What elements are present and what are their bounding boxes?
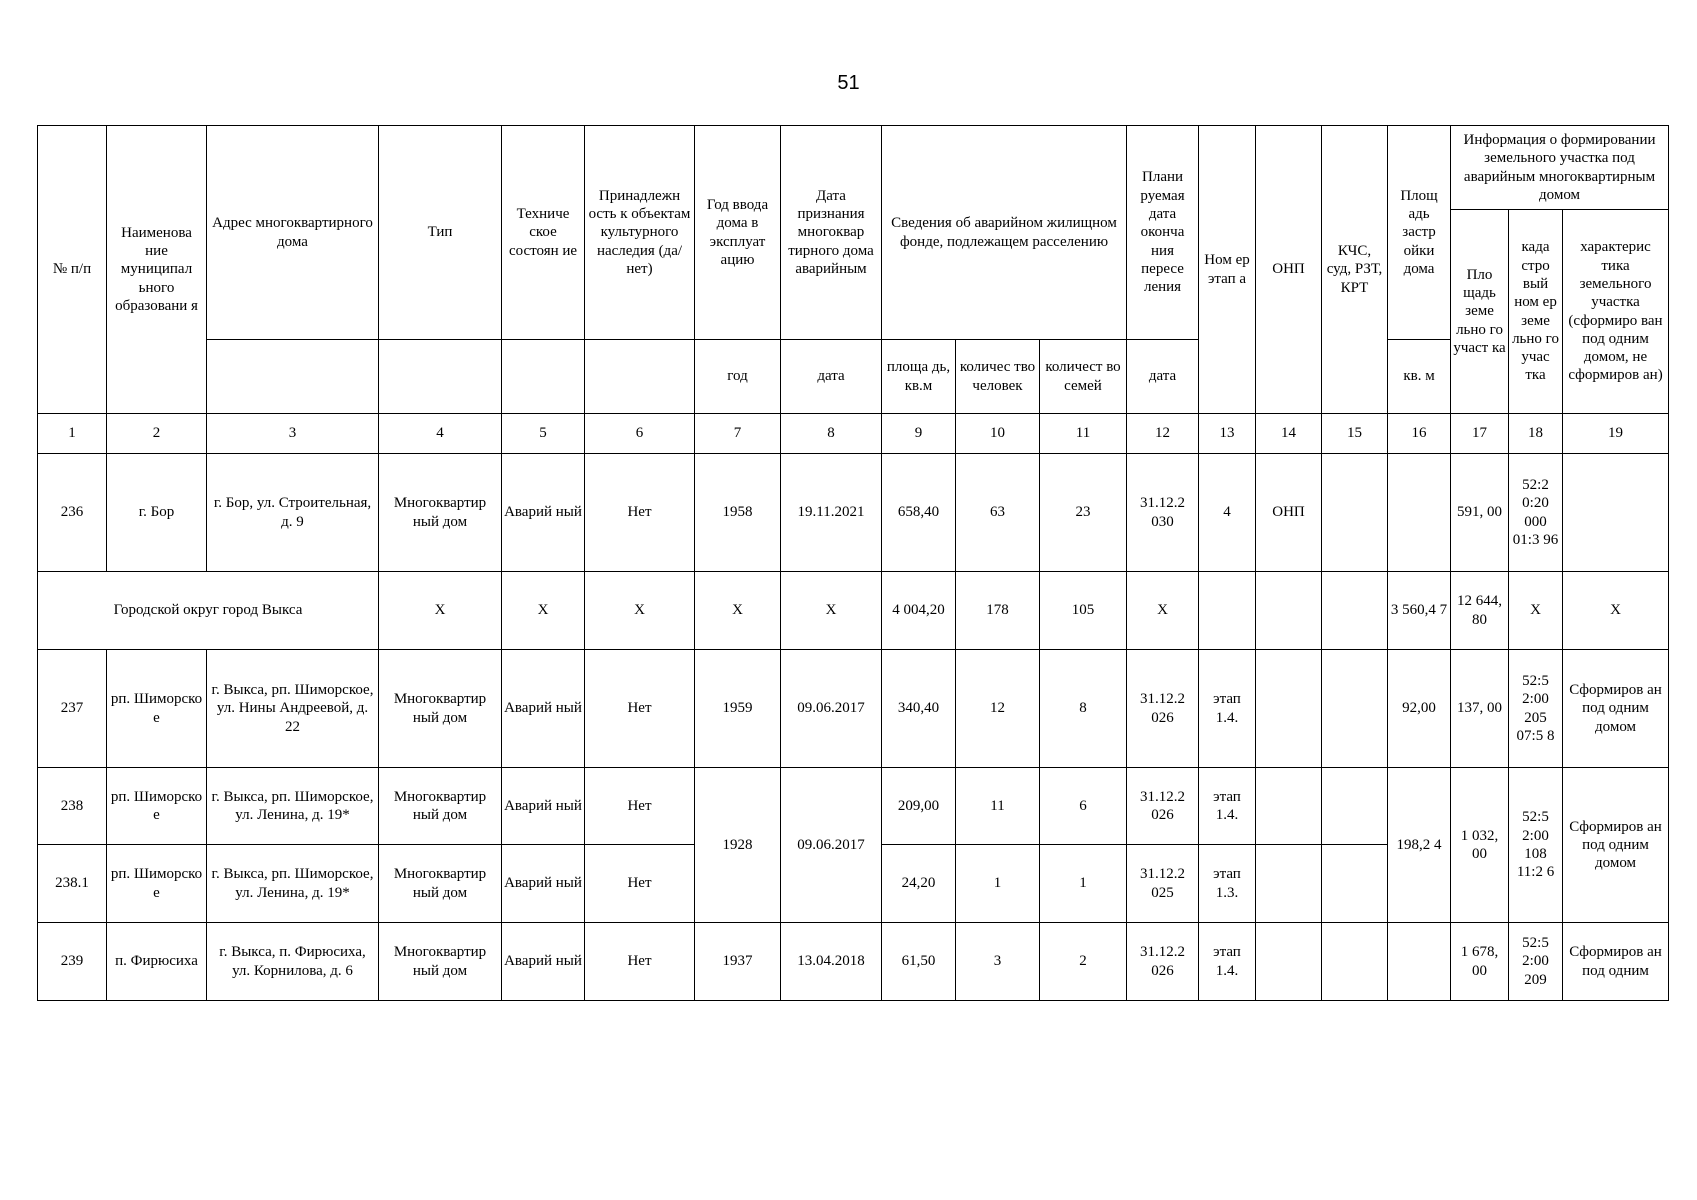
row-stage: этап 1.4.	[1199, 923, 1256, 1001]
row-plan-date: 31.12.2 026	[1127, 650, 1199, 768]
row-plan-date: 31.12.2 030	[1127, 454, 1199, 572]
row-onp	[1256, 768, 1322, 845]
row-date: 19.11.2021	[781, 454, 882, 572]
row-type: Многоквартир ный дом	[379, 650, 502, 768]
row-number: 239	[38, 923, 107, 1001]
row-people: 12	[956, 650, 1040, 768]
subheader-people: количес тво человек	[956, 340, 1040, 414]
header-emergency-fund: Сведения об аварийном жилищном фонде, подлежащем расселению	[882, 126, 1127, 340]
total-build-area: 3 560,4 7	[1388, 572, 1451, 650]
row-type: Многоквартир ный дом	[379, 845, 502, 923]
total-c13	[1199, 572, 1256, 650]
table-row-236	[38, 454, 1669, 572]
row-date: 09.06.2017	[781, 768, 882, 923]
row-municipality: рп. Шиморско е	[107, 650, 207, 768]
total-c4: X	[379, 572, 502, 650]
column-number: 10	[956, 414, 1040, 454]
total-people: 178	[956, 572, 1040, 650]
row-state: Аварий ный	[502, 923, 585, 1001]
row-municipality: рп. Шиморско е	[107, 768, 207, 845]
header-land-area: Пло щадь земе льно го участ ка	[1451, 210, 1509, 414]
row-municipality: п. Фирюсиха	[107, 923, 207, 1001]
row-area: 658,40	[882, 454, 956, 572]
row-stage: этап 1.4.	[1199, 650, 1256, 768]
row-kchs	[1322, 650, 1388, 768]
column-number: 11	[1040, 414, 1127, 454]
row-state: Аварий ный	[502, 845, 585, 923]
row-families: 1	[1040, 845, 1127, 923]
row-stage: этап 1.4.	[1199, 768, 1256, 845]
row-cadastre: 52:2 0:20 000 01:3 96	[1509, 454, 1563, 572]
row-stage: этап 1.3.	[1199, 845, 1256, 923]
total-c8: X	[781, 572, 882, 650]
column-number: 15	[1322, 414, 1388, 454]
row-characteristic: Сформиров ан под одним домом	[1563, 650, 1669, 768]
row-heritage: Нет	[585, 650, 695, 768]
total-land-area: 12 644, 80	[1451, 572, 1509, 650]
row-address: г. Выкса, рп. Шиморское, ул. Ленина, д. 19*	[207, 845, 379, 923]
column-number: 14	[1256, 414, 1322, 454]
column-numbers-row	[38, 414, 1669, 454]
row-plan-date: 31.12.2 026	[1127, 768, 1199, 845]
subheader-families: количест во семей	[1040, 340, 1127, 414]
header-row-units	[38, 340, 1669, 414]
total-c14	[1256, 572, 1322, 650]
header-cadastre: када стро вый ном ер земе льно го учас тка	[1509, 210, 1563, 414]
page-number: 51	[837, 72, 860, 94]
subheader-area: площа дь, кв.м	[882, 340, 956, 414]
header-kchs: КЧС, суд, РЗТ, КРТ	[1322, 126, 1388, 414]
table-row-total	[38, 572, 1669, 650]
row-date: 09.06.2017	[781, 650, 882, 768]
header-state-empty	[502, 340, 585, 414]
row-people: 63	[956, 454, 1040, 572]
row-onp	[1256, 650, 1322, 768]
row-people: 11	[956, 768, 1040, 845]
header-land-info: Информация о формировании земельного участка под аварийным многоквартирным домом	[1451, 126, 1669, 210]
row-build-area	[1388, 923, 1451, 1001]
row-area: 340,40	[882, 650, 956, 768]
row-address: г. Выкса, п. Фирюсиха, ул. Корнилова, д. 6	[207, 923, 379, 1001]
row-land-area: 1 032, 00	[1451, 768, 1509, 923]
header-address-empty	[207, 340, 379, 414]
row-municipality: г. Бор	[107, 454, 207, 572]
row-kchs	[1322, 768, 1388, 845]
header-number: № п/п	[38, 126, 107, 414]
column-number: 3	[207, 414, 379, 454]
row-kchs	[1322, 923, 1388, 1001]
total-label: Городской округ город Выкса	[38, 572, 379, 650]
row-address: г. Выкса, рп. Шиморское, ул. Ленина, д. 19*	[207, 768, 379, 845]
row-plan-date: 31.12.2 025	[1127, 845, 1199, 923]
row-type: Многоквартир ный дом	[379, 768, 502, 845]
row-onp: ОНП	[1256, 454, 1322, 572]
header-type: Тип	[379, 126, 502, 340]
total-c19: X	[1563, 572, 1669, 650]
table-row-239	[38, 923, 1669, 1001]
row-area: 209,00	[882, 768, 956, 845]
row-year: 1958	[695, 454, 781, 572]
row-year: 1959	[695, 650, 781, 768]
header-technical-state: Техниче ское состоян ие	[502, 126, 585, 340]
row-area: 61,50	[882, 923, 956, 1001]
row-people: 3	[956, 923, 1040, 1001]
row-heritage: Нет	[585, 454, 695, 572]
row-address: г. Выкса, рп. Шиморское, ул. Нины Андреевой, д. 22	[207, 650, 379, 768]
total-c12: X	[1127, 572, 1199, 650]
column-number: 6	[585, 414, 695, 454]
row-cadastre: 52:5 2:00 205 07:5 8	[1509, 650, 1563, 768]
row-build-area: 198,2 4	[1388, 768, 1451, 923]
row-state: Аварий ный	[502, 768, 585, 845]
total-families: 105	[1040, 572, 1127, 650]
header-onp: ОНП	[1256, 126, 1322, 414]
header-heritage: Принадлежн ость к объектам культурного наследия (да/нет)	[585, 126, 695, 340]
column-number: 1	[38, 414, 107, 454]
row-stage: 4	[1199, 454, 1256, 572]
total-c15	[1322, 572, 1388, 650]
column-number: 9	[882, 414, 956, 454]
header-planned-date: Плани руемая дата оконча ния пересе ления	[1127, 126, 1199, 340]
row-onp	[1256, 845, 1322, 923]
subheader-year: год	[695, 340, 781, 414]
row-year: 1928	[695, 768, 781, 923]
row-heritage: Нет	[585, 923, 695, 1001]
header-recognition-date: Дата признания многоквар тирного дома аварийным	[781, 126, 882, 340]
row-families: 23	[1040, 454, 1127, 572]
column-number: 2	[107, 414, 207, 454]
row-cadastre: 52:5 2:00 108 11:2 6	[1509, 768, 1563, 923]
total-c6: X	[585, 572, 695, 650]
header-heritage-empty	[585, 340, 695, 414]
column-number: 13	[1199, 414, 1256, 454]
column-number: 16	[1388, 414, 1451, 454]
row-characteristic	[1563, 454, 1669, 572]
column-number: 7	[695, 414, 781, 454]
row-heritage: Нет	[585, 768, 695, 845]
header-build-area: Площ адь застр ойки дома	[1388, 126, 1451, 340]
header-row-top	[38, 126, 1669, 210]
column-number: 18	[1509, 414, 1563, 454]
row-number: 238	[38, 768, 107, 845]
row-municipality: рп. Шиморско е	[107, 845, 207, 923]
row-build-area: 92,00	[1388, 650, 1451, 768]
table-row-237	[38, 650, 1669, 768]
subheader-build-area-unit: кв. м	[1388, 340, 1451, 414]
row-year: 1937	[695, 923, 781, 1001]
row-families: 8	[1040, 650, 1127, 768]
subheader-plan-date: дата	[1127, 340, 1199, 414]
row-state: Аварий ный	[502, 454, 585, 572]
header-type-empty	[379, 340, 502, 414]
row-number: 237	[38, 650, 107, 768]
total-c18: X	[1509, 572, 1563, 650]
header-municipality: Наименова ние муниципал ьного образовани я	[107, 126, 207, 414]
column-number: 5	[502, 414, 585, 454]
row-type: Многоквартир ный дом	[379, 923, 502, 1001]
row-onp	[1256, 923, 1322, 1001]
column-number: 8	[781, 414, 882, 454]
row-people: 1	[956, 845, 1040, 923]
row-plan-date: 31.12.2 026	[1127, 923, 1199, 1001]
header-stage: Ном ер этап а	[1199, 126, 1256, 414]
column-number: 12	[1127, 414, 1199, 454]
row-date: 13.04.2018	[781, 923, 882, 1001]
subheader-date: дата	[781, 340, 882, 414]
row-heritage: Нет	[585, 845, 695, 923]
total-c7: X	[695, 572, 781, 650]
row-families: 6	[1040, 768, 1127, 845]
row-land-area: 137, 00	[1451, 650, 1509, 768]
row-number: 236	[38, 454, 107, 572]
row-land-area: 591, 00	[1451, 454, 1509, 572]
row-number: 238.1	[38, 845, 107, 923]
header-address: Адрес многоквартирного дома	[207, 126, 379, 340]
row-characteristic: Сформиров ан под одним домом	[1563, 768, 1669, 923]
row-cadastre: 52:5 2:00 209	[1509, 923, 1563, 1001]
total-c5: X	[502, 572, 585, 650]
row-families: 2	[1040, 923, 1127, 1001]
row-address: г. Бор, ул. Строительная, д. 9	[207, 454, 379, 572]
column-number: 19	[1563, 414, 1669, 454]
row-type: Многоквартир ный дом	[379, 454, 502, 572]
row-land-area: 1 678, 00	[1451, 923, 1509, 1001]
row-kchs	[1322, 845, 1388, 923]
row-state: Аварий ный	[502, 650, 585, 768]
row-kchs	[1322, 454, 1388, 572]
header-commission-year: Год ввода дома в эксплуат ацию	[695, 126, 781, 340]
row-area: 24,20	[882, 845, 956, 923]
row-build-area	[1388, 454, 1451, 572]
header-land-characteristic: характерис тика земельного участка (сформиро ван под одним домом, не сформиров ан)	[1563, 210, 1669, 414]
row-characteristic: Сформиров ан под одним	[1563, 923, 1669, 1001]
column-number: 4	[379, 414, 502, 454]
total-area: 4 004,20	[882, 572, 956, 650]
table-row-238	[38, 768, 1669, 845]
column-number: 17	[1451, 414, 1509, 454]
emergency-housing-table	[37, 125, 1669, 1001]
